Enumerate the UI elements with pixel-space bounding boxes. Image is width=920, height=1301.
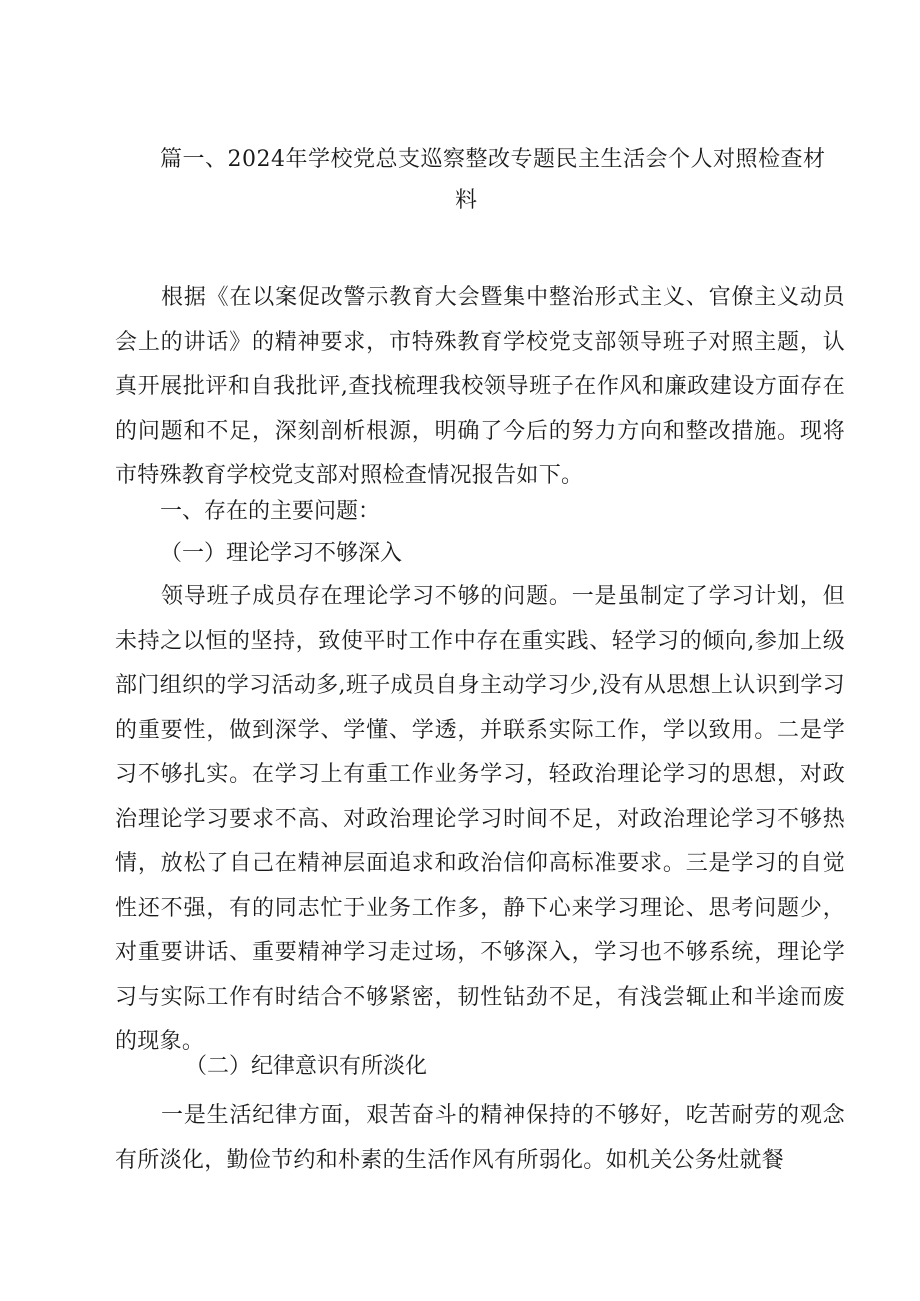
- subsection-2-paragraph: 一是生活纪律方面，艰苦奋斗的精神保持的不够好，吃苦耐劳的观念有所淡化，勤俭节约和朴素的生活作风有所弱化。如机关公务灶就餐: [115, 1103, 845, 1173]
- subsection-heading-2: （二）纪律意识有所淡化: [185, 1054, 428, 1079]
- intro-paragraph: 根据《在以案促改警示教育大会暨集中整治形式主义、官僚主义动员会上的讲话》的精神要求，市特殊教育学校党支部领导班子对照主题，认真开展批评和自我批评,查找梳理我校领导班子在作风和廉政建设方面存在的问题和不足，深刻剖析根源，明确了今后的努力方向和整改措施。现将市特殊教育学校党支部对照检查情况报告如下。: [115, 285, 845, 488]
- section-heading: 一、存在的主要问题：: [160, 499, 381, 524]
- document-title: 篇一、2024年学校党总支巡察整改专题民主生活会个人对照检查材: [160, 147, 826, 172]
- subsection-1-paragraph: 领导班子成员存在理论学习不够的问题。一是虽制定了学习计划，但未持之以恒的坚持，致使平时工作中存在重实践、轻学习的倾向,参加上级部门组织的学习活动多,班子成员自身主动学习少,没有从思想上认识到学习的重要性，做到深学、学懂、学透，并联系实际工作，学以致用。二是学习不够扎实。在学习上有重工作业务学习，轻政治理论学习的思想，对政治理论学习要求不高、对政治理论学习时间不足，对政治理论学习不够热情，放松了自己在精神层面追求和政治信仰高标准要求。三是学习的自觉性还不强，有的同志忙于业务工作多，静下心来学习理论、思考问题少，对重要讲话、重要精神学习走过场，不够深入，学习也不够系统，理论学习与实际工作有时结合不够紧密，韧性钻劲不足，有浅尝辄止和半途而废的现象。: [115, 584, 845, 1054]
- document-title-continuation: 料: [455, 188, 478, 213]
- subsection-heading-1: （一）理论学习不够深入: [160, 541, 403, 566]
